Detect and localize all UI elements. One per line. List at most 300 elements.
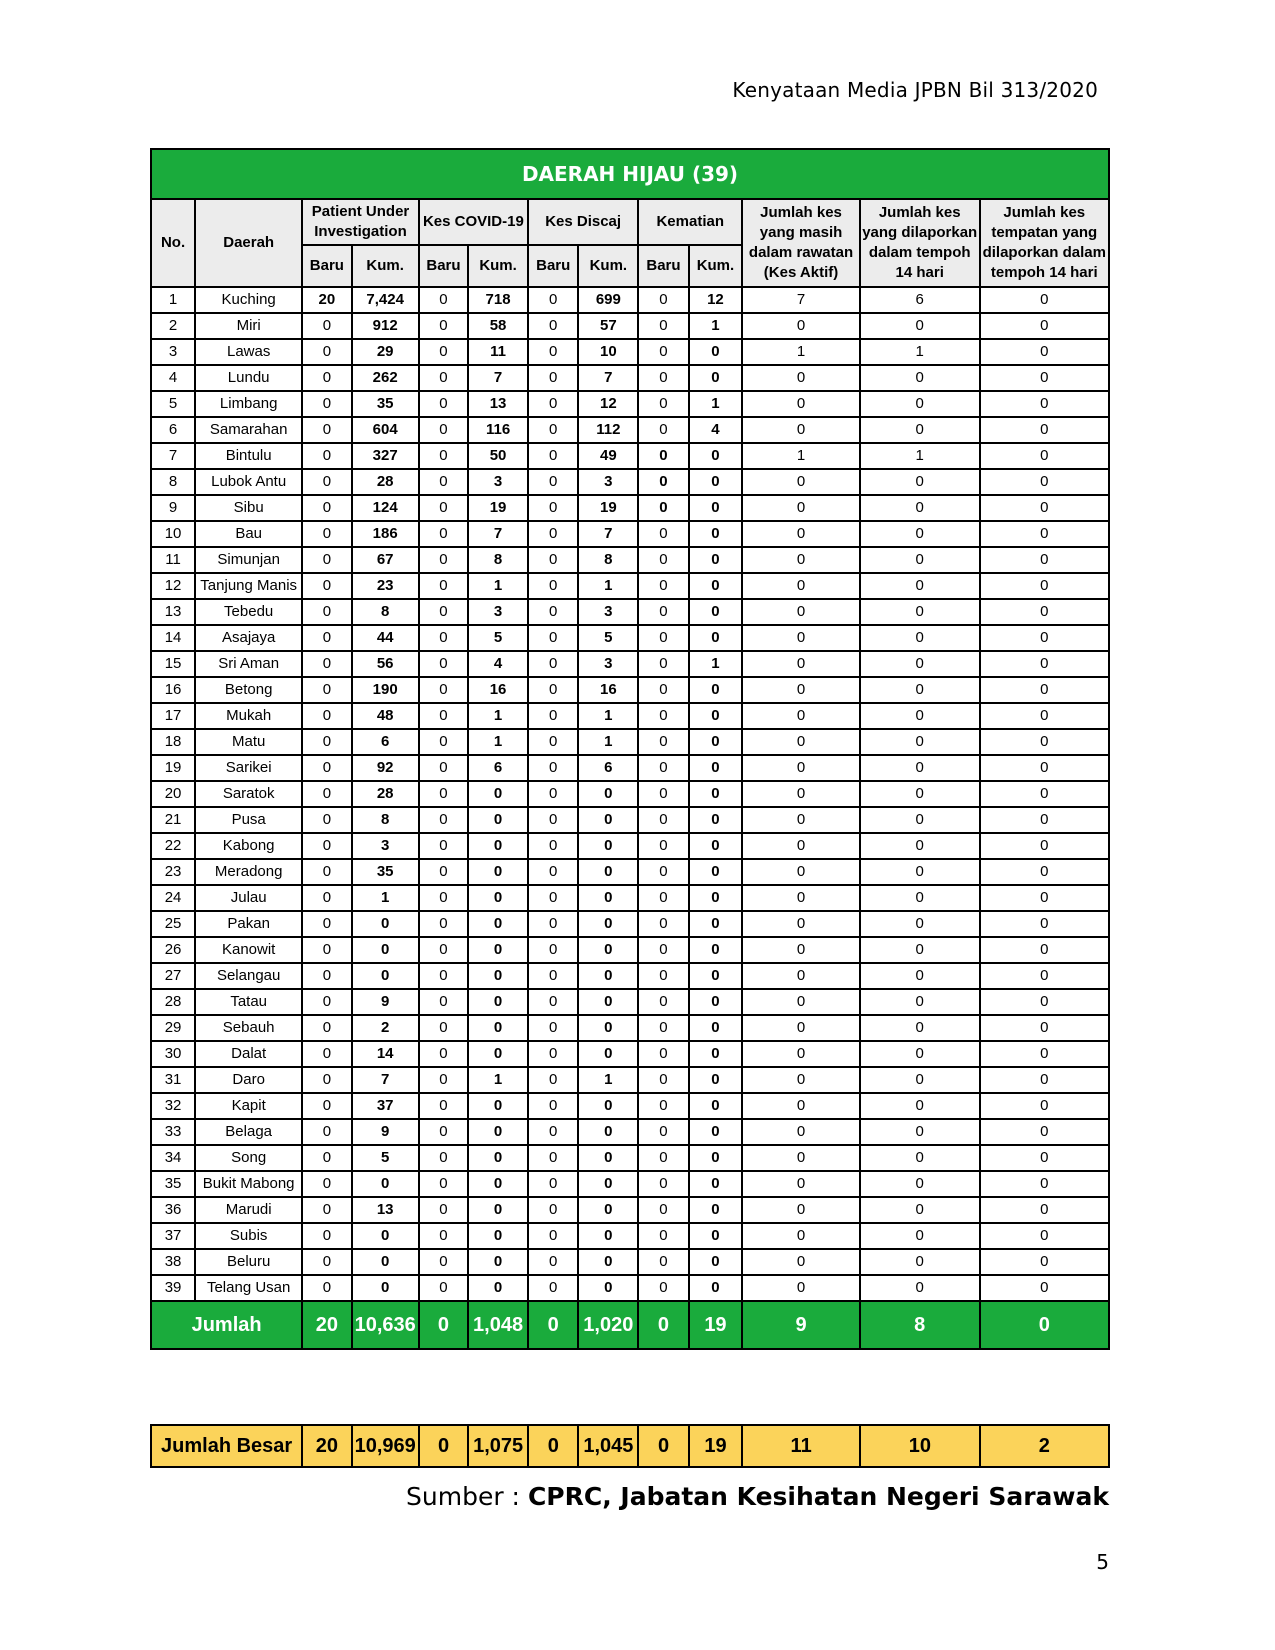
table-row xyxy=(151,807,1109,833)
table-cell: 0 xyxy=(528,469,578,495)
table-cell: 0 xyxy=(419,443,468,469)
table-cell: 0 xyxy=(302,339,351,365)
table-cell: 35 xyxy=(352,391,419,417)
table-cell: 327 xyxy=(352,443,419,469)
district-name: Matu xyxy=(195,729,302,755)
district-name: Tebedu xyxy=(195,599,302,625)
table-cell: 0 xyxy=(419,1171,468,1197)
table-cell: 0 xyxy=(689,781,743,807)
table-cell: 0 xyxy=(638,1223,688,1249)
table-cell: 0 xyxy=(980,625,1109,651)
table-cell: 0 xyxy=(860,963,980,989)
table-cell: 0 xyxy=(638,287,688,313)
table-cell: 0 xyxy=(980,521,1109,547)
table-cell: 7 xyxy=(352,1067,419,1093)
table-cell: 28 xyxy=(352,781,419,807)
table-cell: 0 xyxy=(468,1223,528,1249)
table-cell: 190 xyxy=(352,677,419,703)
table-cell: 57 xyxy=(578,313,638,339)
table-cell: 0 xyxy=(638,885,688,911)
table-cell: 0 xyxy=(419,313,468,339)
table-cell: 0 xyxy=(578,1093,638,1119)
table-cell: 0 xyxy=(689,911,743,937)
table-cell: 0 xyxy=(860,599,980,625)
table-cell: 0 xyxy=(528,599,578,625)
total-value: 20 xyxy=(302,1301,351,1349)
table-cell: 0 xyxy=(578,833,638,859)
grand-total-label: Jumlah Besar xyxy=(151,1425,302,1467)
table-cell: 0 xyxy=(352,1171,419,1197)
table-cell: 0 xyxy=(742,391,860,417)
table-row xyxy=(151,651,1109,677)
table-cell: 0 xyxy=(742,651,860,677)
table-cell: 699 xyxy=(578,287,638,313)
table-cell: 0 xyxy=(980,989,1109,1015)
table-cell: 0 xyxy=(638,677,688,703)
district-name: Selangau xyxy=(195,963,302,989)
table-cell: 0 xyxy=(860,495,980,521)
table-cell: 0 xyxy=(689,963,743,989)
table-cell: 0 xyxy=(528,677,578,703)
table-row xyxy=(151,755,1109,781)
table-cell: 0 xyxy=(468,1197,528,1223)
table-cell: 0 xyxy=(638,1145,688,1171)
total-value: 9 xyxy=(742,1301,860,1349)
row-number: 9 xyxy=(151,495,195,521)
table-cell: 0 xyxy=(689,469,743,495)
table-cell: 19 xyxy=(468,495,528,521)
table-cell: 44 xyxy=(352,625,419,651)
table-row xyxy=(151,573,1109,599)
table-cell: 0 xyxy=(689,1067,743,1093)
row-number: 29 xyxy=(151,1015,195,1041)
row-number: 24 xyxy=(151,885,195,911)
total-value: 0 xyxy=(528,1301,578,1349)
table-cell: 0 xyxy=(742,1015,860,1041)
table-cell: 124 xyxy=(352,495,419,521)
table-cell: 0 xyxy=(528,1197,578,1223)
table-cell: 6 xyxy=(352,729,419,755)
row-number: 22 xyxy=(151,833,195,859)
table-cell: 0 xyxy=(578,963,638,989)
row-number: 19 xyxy=(151,755,195,781)
table-cell: 10 xyxy=(578,339,638,365)
row-number: 6 xyxy=(151,417,195,443)
table-cell: 0 xyxy=(980,885,1109,911)
table-cell: 0 xyxy=(419,1223,468,1249)
table-cell: 0 xyxy=(638,1041,688,1067)
table-cell: 0 xyxy=(468,807,528,833)
header-kematian-kum: Kum. xyxy=(689,245,743,287)
table-cell: 0 xyxy=(689,755,743,781)
table-cell: 0 xyxy=(528,495,578,521)
table-cell: 0 xyxy=(980,781,1109,807)
table-row xyxy=(151,417,1109,443)
table-cell: 0 xyxy=(980,287,1109,313)
table-cell: 5 xyxy=(578,625,638,651)
table-cell: 0 xyxy=(578,1275,638,1301)
total-row xyxy=(151,1301,1109,1349)
table-cell: 1 xyxy=(578,573,638,599)
table-cell: 116 xyxy=(468,417,528,443)
district-name: Kapit xyxy=(195,1093,302,1119)
row-number: 11 xyxy=(151,547,195,573)
table-cell: 1 xyxy=(689,313,743,339)
table-cell: 0 xyxy=(419,1249,468,1275)
table-cell: 0 xyxy=(528,1067,578,1093)
table-cell: 0 xyxy=(742,417,860,443)
table-cell: 7 xyxy=(578,365,638,391)
table-cell: 0 xyxy=(352,963,419,989)
table-cell: 0 xyxy=(860,703,980,729)
table-cell: 0 xyxy=(468,833,528,859)
table-cell: 0 xyxy=(742,599,860,625)
table-cell: 0 xyxy=(528,1145,578,1171)
table-row xyxy=(151,1093,1109,1119)
table-cell: 3 xyxy=(352,833,419,859)
table-cell: 0 xyxy=(468,911,528,937)
table-cell: 0 xyxy=(860,1093,980,1119)
table-cell: 92 xyxy=(352,755,419,781)
table-cell: 1 xyxy=(468,729,528,755)
table-cell: 0 xyxy=(419,1041,468,1067)
table-cell: 0 xyxy=(302,1015,351,1041)
row-number: 25 xyxy=(151,911,195,937)
row-number: 13 xyxy=(151,599,195,625)
table-cell: 0 xyxy=(638,963,688,989)
table-cell: 0 xyxy=(689,573,743,599)
table-cell: 0 xyxy=(352,1223,419,1249)
table-cell: 0 xyxy=(638,573,688,599)
table-cell: 0 xyxy=(689,885,743,911)
table-cell: 0 xyxy=(638,1275,688,1301)
table-cell: 0 xyxy=(302,1093,351,1119)
header-daerah: Daerah xyxy=(195,199,302,287)
row-number: 21 xyxy=(151,807,195,833)
table-cell: 0 xyxy=(638,391,688,417)
row-number: 16 xyxy=(151,677,195,703)
table-cell: 0 xyxy=(860,1119,980,1145)
table-cell: 0 xyxy=(419,1093,468,1119)
table-cell: 0 xyxy=(980,1119,1109,1145)
table-cell: 0 xyxy=(860,521,980,547)
table-cell: 0 xyxy=(528,1249,578,1275)
table-cell: 0 xyxy=(980,339,1109,365)
table-cell: 7 xyxy=(468,365,528,391)
table-cell: 0 xyxy=(742,781,860,807)
table-cell: 0 xyxy=(860,1067,980,1093)
table-cell: 5 xyxy=(352,1145,419,1171)
total-value: 0 xyxy=(419,1301,468,1349)
table-cell: 0 xyxy=(689,1223,743,1249)
table-cell: 0 xyxy=(860,677,980,703)
row-number: 17 xyxy=(151,703,195,729)
table-cell: 0 xyxy=(689,1197,743,1223)
district-name: Lundu xyxy=(195,365,302,391)
table-cell: 0 xyxy=(689,729,743,755)
table-row xyxy=(151,1275,1109,1301)
table-row xyxy=(151,1171,1109,1197)
header-lapor-14-hari: Jumlah kes yang dilaporkan dalam tempoh 14 hari xyxy=(860,199,980,287)
table-cell: 7 xyxy=(578,521,638,547)
row-number: 4 xyxy=(151,365,195,391)
table-cell: 3 xyxy=(578,599,638,625)
district-name: Tanjung Manis xyxy=(195,573,302,599)
table-cell: 0 xyxy=(638,833,688,859)
table-cell: 37 xyxy=(352,1093,419,1119)
table-row xyxy=(151,339,1109,365)
table-cell: 0 xyxy=(980,1197,1109,1223)
table-row xyxy=(151,1015,1109,1041)
table-cell: 0 xyxy=(352,911,419,937)
total-value: 0 xyxy=(980,1301,1109,1349)
table-cell: 0 xyxy=(860,365,980,391)
district-name: Kuching xyxy=(195,287,302,313)
table-cell: 0 xyxy=(528,989,578,1015)
table-cell: 0 xyxy=(980,963,1109,989)
table-cell: 0 xyxy=(860,859,980,885)
table-cell: 0 xyxy=(980,1145,1109,1171)
district-name: Lawas xyxy=(195,339,302,365)
table-cell: 0 xyxy=(742,1171,860,1197)
table-cell: 7,424 xyxy=(352,287,419,313)
table-cell: 0 xyxy=(980,1223,1109,1249)
district-name: Belaga xyxy=(195,1119,302,1145)
table-cell: 718 xyxy=(468,287,528,313)
table-cell: 0 xyxy=(689,599,743,625)
district-name: Asajaya xyxy=(195,625,302,651)
table-cell: 0 xyxy=(302,625,351,651)
header-kes-discaj: Kes Discaj xyxy=(528,199,638,245)
table-cell: 0 xyxy=(980,1015,1109,1041)
table-cell: 0 xyxy=(528,573,578,599)
header-no: No. xyxy=(151,199,195,287)
table-cell: 0 xyxy=(419,833,468,859)
table-cell: 0 xyxy=(980,677,1109,703)
table-cell: 16 xyxy=(468,677,528,703)
table-cell: 0 xyxy=(638,365,688,391)
district-name: Kabong xyxy=(195,833,302,859)
table-cell: 0 xyxy=(860,1197,980,1223)
table-cell: 0 xyxy=(419,989,468,1015)
table-cell: 0 xyxy=(689,1171,743,1197)
table-cell: 1 xyxy=(689,391,743,417)
table-cell: 0 xyxy=(302,911,351,937)
district-name: Song xyxy=(195,1145,302,1171)
table-row xyxy=(151,1119,1109,1145)
table-cell: 0 xyxy=(578,937,638,963)
row-number: 10 xyxy=(151,521,195,547)
total-value: 8 xyxy=(860,1301,980,1349)
page-number: 5 xyxy=(1096,1550,1109,1574)
table-cell: 0 xyxy=(419,963,468,989)
table-cell: 0 xyxy=(528,313,578,339)
row-number: 20 xyxy=(151,781,195,807)
table-cell: 0 xyxy=(860,313,980,339)
table-cell: 1 xyxy=(860,339,980,365)
table-cell: 0 xyxy=(980,807,1109,833)
table-cell: 0 xyxy=(689,833,743,859)
table-cell: 0 xyxy=(419,781,468,807)
table-cell: 0 xyxy=(352,937,419,963)
table-cell: 67 xyxy=(352,547,419,573)
header-discaj-kum: Kum. xyxy=(578,245,638,287)
table-cell: 1 xyxy=(578,729,638,755)
row-number: 37 xyxy=(151,1223,195,1249)
table-cell: 0 xyxy=(980,469,1109,495)
table-cell: 1 xyxy=(578,703,638,729)
grand-total-value: 1,045 xyxy=(578,1425,638,1467)
district-name: Mukah xyxy=(195,703,302,729)
table-cell: 0 xyxy=(860,755,980,781)
table-cell: 0 xyxy=(689,495,743,521)
table-cell: 0 xyxy=(468,1171,528,1197)
table-cell: 0 xyxy=(302,729,351,755)
row-number: 1 xyxy=(151,287,195,313)
grand-total-row xyxy=(151,1425,1109,1467)
row-number: 32 xyxy=(151,1093,195,1119)
table-cell: 0 xyxy=(578,1223,638,1249)
table-cell: 0 xyxy=(689,1041,743,1067)
table-cell: 0 xyxy=(742,1093,860,1119)
table-cell: 0 xyxy=(468,1145,528,1171)
table-row xyxy=(151,313,1109,339)
table-row xyxy=(151,885,1109,911)
table-cell: 604 xyxy=(352,417,419,443)
table-cell: 0 xyxy=(578,1145,638,1171)
row-number: 3 xyxy=(151,339,195,365)
table-row xyxy=(151,365,1109,391)
table-row xyxy=(151,495,1109,521)
table-cell: 0 xyxy=(860,1275,980,1301)
table-cell: 0 xyxy=(638,859,688,885)
table-cell: 262 xyxy=(352,365,419,391)
table-cell: 0 xyxy=(302,651,351,677)
table-cell: 0 xyxy=(419,937,468,963)
table-cell: 112 xyxy=(578,417,638,443)
table-row xyxy=(151,469,1109,495)
header-covid-kum: Kum. xyxy=(468,245,528,287)
table-cell: 13 xyxy=(468,391,528,417)
table-cell: 0 xyxy=(528,1093,578,1119)
table-cell: 0 xyxy=(302,1067,351,1093)
table-cell: 0 xyxy=(689,521,743,547)
table-cell: 8 xyxy=(578,547,638,573)
table-cell: 6 xyxy=(860,287,980,313)
grand-total-value: 10,969 xyxy=(352,1425,419,1467)
table-cell: 0 xyxy=(302,677,351,703)
table-cell: 28 xyxy=(352,469,419,495)
row-number: 26 xyxy=(151,937,195,963)
table-cell: 6 xyxy=(578,755,638,781)
table-cell: 0 xyxy=(638,781,688,807)
table-row xyxy=(151,1249,1109,1275)
table-cell: 0 xyxy=(302,937,351,963)
total-label: Jumlah xyxy=(151,1301,302,1349)
table-cell: 0 xyxy=(980,1093,1109,1119)
table-cell: 0 xyxy=(419,1145,468,1171)
table-cell: 1 xyxy=(742,339,860,365)
table-cell: 0 xyxy=(860,781,980,807)
table-cell: 0 xyxy=(689,625,743,651)
table-cell: 1 xyxy=(578,1067,638,1093)
table-cell: 0 xyxy=(742,313,860,339)
table-cell: 3 xyxy=(468,469,528,495)
table-cell: 0 xyxy=(302,1145,351,1171)
table-cell: 0 xyxy=(528,365,578,391)
table-cell: 0 xyxy=(528,1275,578,1301)
table-cell: 0 xyxy=(980,391,1109,417)
table-row xyxy=(151,391,1109,417)
row-number: 5 xyxy=(151,391,195,417)
table-row xyxy=(151,625,1109,651)
table-cell: 0 xyxy=(742,677,860,703)
table-row xyxy=(151,729,1109,755)
table-cell: 0 xyxy=(638,625,688,651)
table-cell: 0 xyxy=(638,755,688,781)
table-cell: 0 xyxy=(302,469,351,495)
total-value: 1,020 xyxy=(578,1301,638,1349)
table-cell: 0 xyxy=(980,573,1109,599)
district-name: Dalat xyxy=(195,1041,302,1067)
row-number: 7 xyxy=(151,443,195,469)
table-cell: 0 xyxy=(860,885,980,911)
table-cell: 4 xyxy=(468,651,528,677)
table-cell: 3 xyxy=(578,469,638,495)
table-cell: 0 xyxy=(419,911,468,937)
table-cell: 0 xyxy=(742,729,860,755)
table-cell: 3 xyxy=(468,599,528,625)
table-cell: 0 xyxy=(419,339,468,365)
table-cell: 0 xyxy=(419,807,468,833)
table-cell: 0 xyxy=(860,625,980,651)
total-value: 10,636 xyxy=(352,1301,419,1349)
table-row xyxy=(151,521,1109,547)
table-cell: 0 xyxy=(528,755,578,781)
table-cell: 0 xyxy=(742,365,860,391)
table-cell: 0 xyxy=(528,339,578,365)
header-kematian-baru: Baru xyxy=(638,245,688,287)
table-cell: 0 xyxy=(468,1275,528,1301)
daerah-hijau-table xyxy=(150,148,1110,1350)
row-number: 28 xyxy=(151,989,195,1015)
table-cell: 0 xyxy=(352,1275,419,1301)
grand-total-value: 1,075 xyxy=(468,1425,528,1467)
table-cell: 11 xyxy=(468,339,528,365)
table-cell: 0 xyxy=(638,1197,688,1223)
table-cell: 0 xyxy=(528,729,578,755)
table-cell: 0 xyxy=(528,521,578,547)
district-name: Julau xyxy=(195,885,302,911)
table-cell: 0 xyxy=(689,859,743,885)
table-cell: 0 xyxy=(980,547,1109,573)
table-cell: 0 xyxy=(528,833,578,859)
table-cell: 0 xyxy=(742,1275,860,1301)
table-cell: 1 xyxy=(860,443,980,469)
table-cell: 0 xyxy=(578,1171,638,1197)
table-cell: 0 xyxy=(742,911,860,937)
table-cell: 5 xyxy=(468,625,528,651)
district-name: Lubok Antu xyxy=(195,469,302,495)
table-cell: 0 xyxy=(638,729,688,755)
table-cell: 0 xyxy=(578,911,638,937)
table-cell: 0 xyxy=(302,1119,351,1145)
table-cell: 0 xyxy=(638,313,688,339)
table-row xyxy=(151,703,1109,729)
table-cell: 0 xyxy=(302,989,351,1015)
district-name: Pakan xyxy=(195,911,302,937)
grand-total-value: 11 xyxy=(742,1425,860,1467)
